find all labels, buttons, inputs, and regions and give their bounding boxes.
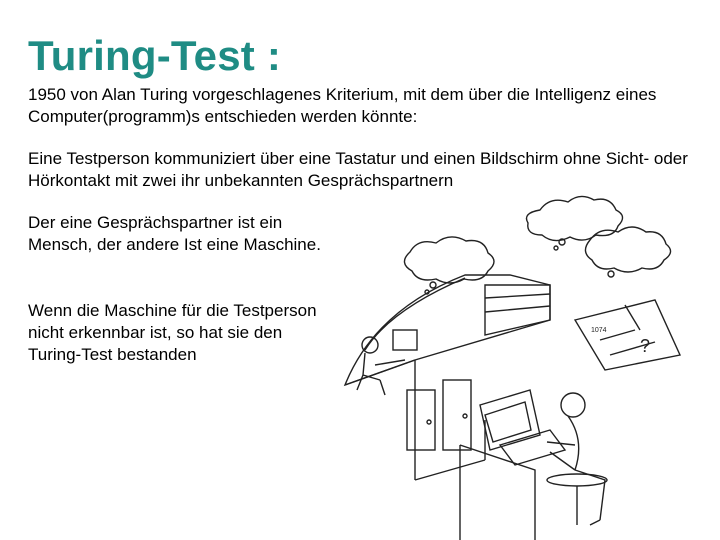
thought-cloud-right — [585, 227, 670, 272]
terminal — [480, 390, 540, 450]
room-wall — [345, 275, 550, 385]
question-mark: ? — [640, 336, 651, 356]
room-ceiling — [365, 278, 465, 350]
slide-title: Turing-Test : — [28, 32, 282, 79]
thought-cloud-top — [527, 196, 623, 240]
turing-test-illustration — [335, 190, 720, 540]
testperson-head — [561, 393, 585, 417]
human-head — [362, 337, 378, 353]
human-monitor — [393, 330, 417, 350]
screen-text: 1074 — [591, 327, 607, 334]
setup-paragraph: Eine Testperson kommuniziert über eine Tastatur und einen Bildschirm ohne Sicht- oder Hörkontakt mit zwei ihr unbekannten Gesprächspartnern — [28, 149, 688, 190]
keyboard — [500, 430, 565, 465]
machine-rack — [485, 285, 550, 335]
thought-cloud-left — [404, 237, 494, 283]
intro-paragraph: 1950 von Alan Turing vorgeschlagenes Kriterium, mit dem über die Intelligenz eines Computer(programm)s entschieden werden könnte: — [28, 85, 657, 126]
conclusion-paragraph: Wenn die Maschine für die Testperson nicht erkennbar ist, so hat sie den Turing-Test bestanden — [28, 301, 317, 364]
partners-paragraph: Der eine Gesprächspartner ist ein Mensch, der andere Ist eine Maschine. — [28, 213, 321, 254]
desk — [460, 445, 535, 540]
